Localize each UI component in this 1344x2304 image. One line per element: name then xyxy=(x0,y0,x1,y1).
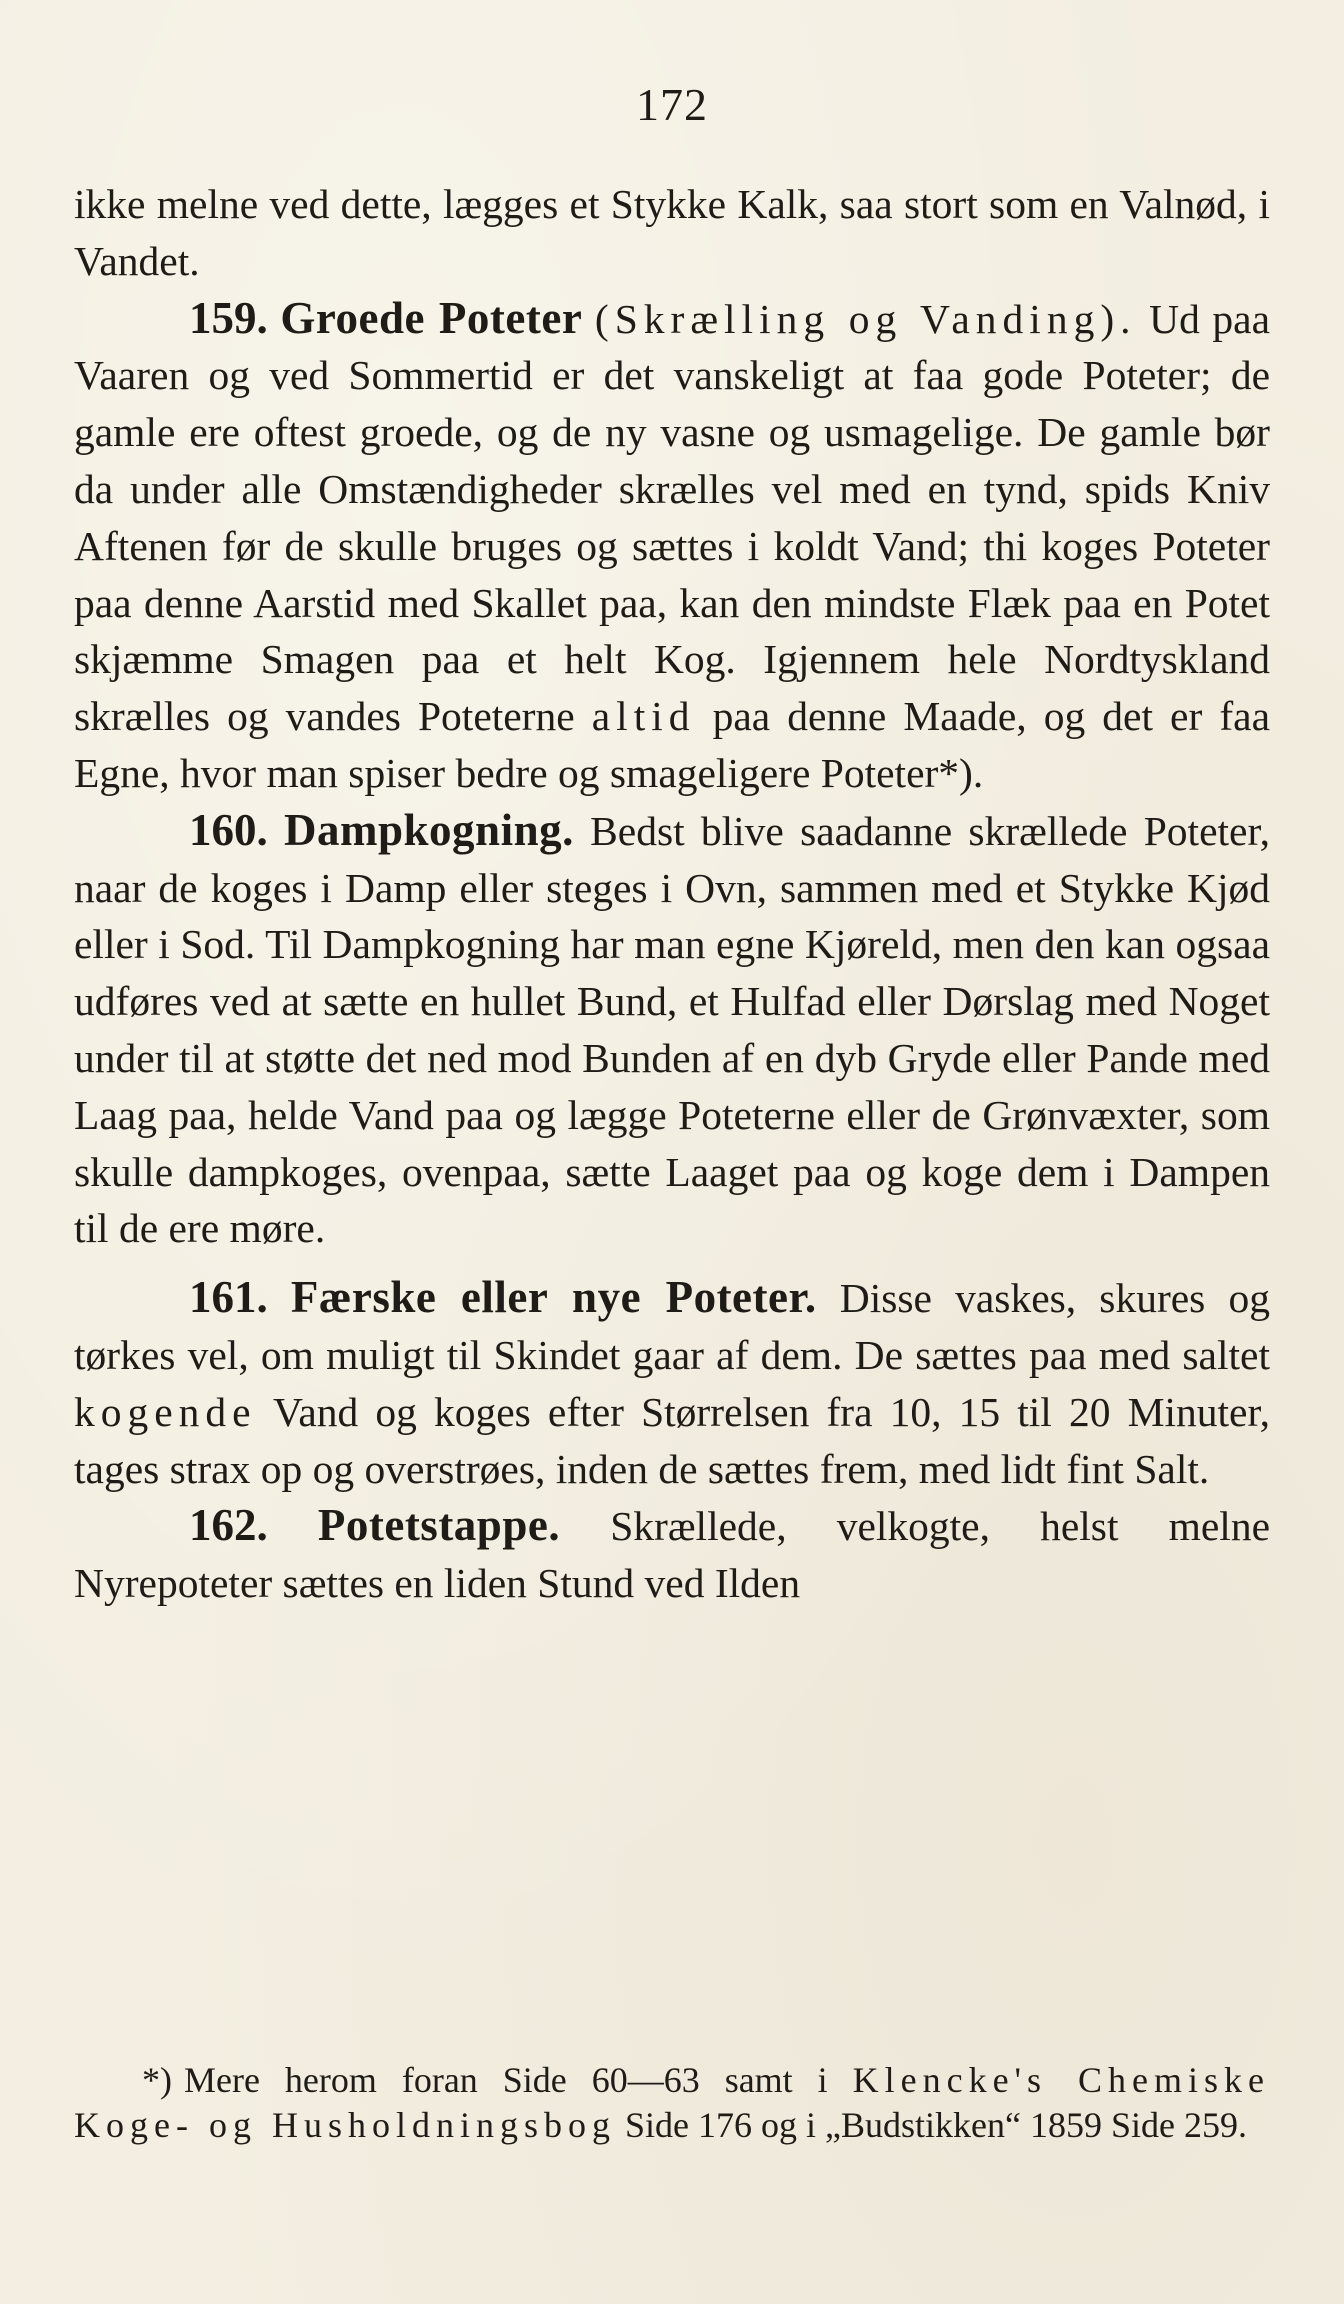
section-text-after: paa denne Maade, og det er faa Egne, hvor man spiser bedre og smageligere Poteter*). xyxy=(74,693,1271,796)
section-161 xyxy=(74,1269,1270,1497)
section-number: 161. xyxy=(189,1272,268,1323)
section-number: 159. xyxy=(189,292,268,343)
section-text: Skrællede, velkogte, helst melne Nyrepoteter sættes en liden Stund ved Ilden xyxy=(74,1503,1270,1607)
section-text: Ud paa Vaaren og ved Sommertid er det vanskeligt at faa gode Poteter; de gamle ere oftest groede, og de ny vasne og usmagelige. De gamle bør da under alle Omstændigheder skrælles vel med en tynd, spids Kniv Aftenen før de skulle bruges og sættes i koldt Vand; thi koges Poteter paa denne Aarstid med Skallet paa, kan den mindste Flæk paa en Potet skjæmme Smagen paa et helt Kog. Igjennem hele Nordtyskland skrælles og vandes Poteterne xyxy=(74,295,1271,740)
section-160 xyxy=(74,802,1270,1257)
section-title: Potetstappe. xyxy=(317,1500,561,1551)
section-emphasis: kogende xyxy=(74,1388,257,1435)
section-text-after: Vand og koges efter Størrelsen fra 10, 15 til 20 Minuter, tages strax op og overstrøes, inden de sættes frem, med lidt fint Salt. xyxy=(74,1388,1270,1492)
section-title: Groede Poteter xyxy=(280,292,583,343)
section-text: Disse vaskes, skures og tørkes vel, om muligt til Skindet gaar af dem. De sættes paa med saltet xyxy=(74,1275,1270,1378)
page-body xyxy=(74,176,1270,1612)
footnote-marker: *) xyxy=(142,2060,172,2100)
footnote xyxy=(74,2058,1270,2148)
continuation-paragraph: ikke melne ved dette, lægges et Stykke Kalk, saa stort som en Valnød, i Vandet. xyxy=(74,181,1270,284)
section-subtitle: (Skrælling og Vanding). xyxy=(594,295,1137,342)
footnote-text: Mere herom foran Side 60—63 samt i xyxy=(184,2060,828,2100)
section-number: 160. xyxy=(189,804,268,855)
section-text: Bedst blive saadanne skrællede Poteter, naar de koges i Damp eller steges i Ovn, sammen med et Stykke Kjød eller i Sod. Til Dampkogning har man egne Kjøreld, men den kan ogsaa udføres ved at sætte en hullet Bund, et Hulfad eller Dørslag med Noget under til at støtte det ned mod Bunden af en dyb Gryde eller Pande med Laag paa, helde Vand paa og lægge Poteterne eller de Grønvæxter, som skulle dampkoges, ovenpaa, sætte Laaget paa og koge dem i Dampen til de ere møre. xyxy=(74,807,1270,1252)
footnote-emphasis: Klencke's Chemiske Koge- og Husholdningsbog xyxy=(74,2060,1271,2145)
section-title: Dampkogning. xyxy=(284,804,574,855)
page-number: 172 xyxy=(636,79,708,130)
section-162 xyxy=(74,1497,1270,1612)
section-159 xyxy=(74,290,1270,802)
footnote-text-after: Side 176 og i „Budstikken“ 1859 Side 259. xyxy=(625,2105,1247,2145)
section-title: Færske eller nye Poteter. xyxy=(290,1272,817,1323)
section-number: 162. xyxy=(189,1500,268,1551)
section-emphasis: altid xyxy=(591,693,696,740)
